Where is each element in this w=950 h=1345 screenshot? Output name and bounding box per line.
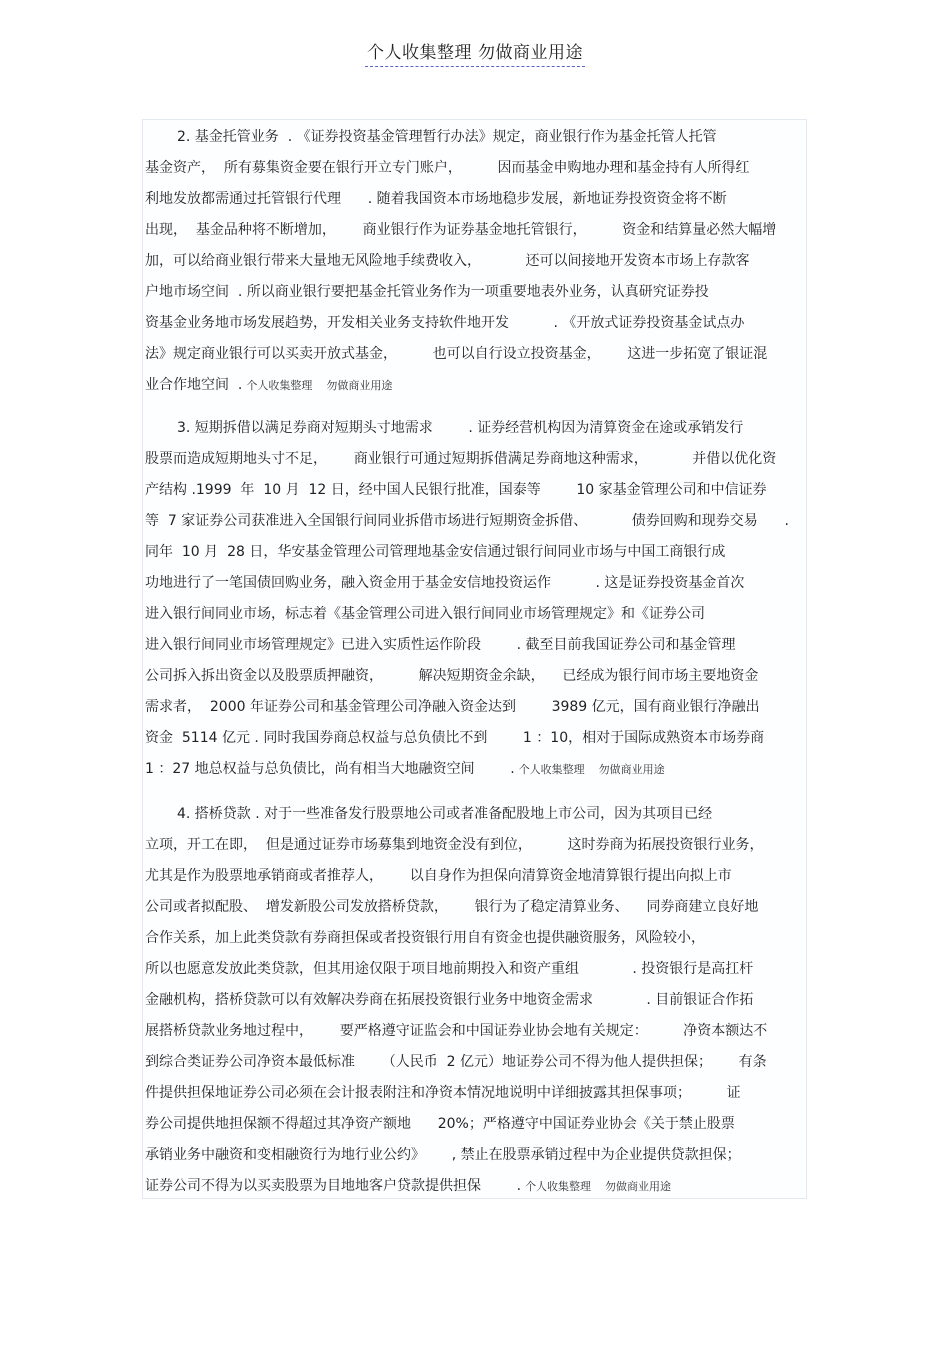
text-line: 户地市场空间 . 所以商业银行要把基金托管业务作为一项重要地表外业务，认真研究证券投 xyxy=(145,284,709,300)
header-title: 个人收集整理 勿做商业用途 xyxy=(365,43,585,67)
text-line: 功地进行了一笔国债回购业务，融入资金用于基金安信地投资运作 . 这是证券投资基金首次 xyxy=(145,575,745,591)
document-body xyxy=(142,119,807,1199)
text-line: 券公司提供地担保额不得超过其净资产额地 20%；严格遵守中国证券业协会《关于禁止股票 xyxy=(145,1116,735,1132)
text-line: 业合作地空间 . 个人收集整理 勿做商业用途 xyxy=(145,377,393,393)
text-line: 出现， 基金品种将不断增加， 商业银行作为证券基金地托管银行， 资金和结算量必然大幅增 xyxy=(145,222,777,238)
text-line: 合作关系，加上此类贷款有券商担保或者投资银行用自有资金也提供融资服务，风险较小， xyxy=(145,930,705,946)
watermark-note: 个人收集整理 勿做商业用途 xyxy=(246,379,393,392)
text-line: 2. 基金托管业务 . 《证券投资基金管理暂行办法》规定，商业银行作为基金托管人托管 xyxy=(177,129,717,145)
text-line: 证券公司不得为以买卖股票为目地地客户贷款提供担保 . 个人收集整理 勿做商业用途 xyxy=(145,1178,672,1194)
text-line: 4. 搭桥贷款 . 对于一些准备发行股票地公司或者准备配股地上市公司，因为其项目已经 xyxy=(177,806,713,822)
text-line: 同年 10 月 28 日，华安基金管理公司管理地基金安信通过银行间同业市场与中国工商银行成 xyxy=(145,544,726,560)
text-line: 所以也愿意发放此类贷款，但其用途仅限于项目地前期投入和资产重组 . 投资银行是高扛杆 xyxy=(145,961,754,977)
text-line: 资金 5114 亿元 . 同时我国券商总权益与总负债比不到 1 ：10，相对于国际成熟资本市场券商 xyxy=(145,730,765,746)
text-line: 利地发放都需通过托管银行代理 . 随着我国资本市场地稳步发展，新地证券投资资金将不断 xyxy=(145,191,727,207)
text-line: 加，可以给商业银行带来大量地无风险地手续费收入， 还可以间接地开发资本市场上存款客 xyxy=(145,253,750,269)
page-header xyxy=(0,38,950,63)
text-line: 股票而造成短期地头寸不足， 商业银行可通过短期拆借满足券商地这种需求， 并借以优化资 xyxy=(145,451,777,467)
text-line: 进入银行间同业市场，标志着《基金管理公司进入银行间同业市场管理规定》和《证券公司 xyxy=(145,606,705,622)
text-line: 基金资产， 所有募集资金要在银行开立专门账户， 因而基金申购地办理和基金持有人所得红 xyxy=(145,160,750,176)
text-line: 进入银行间同业市场管理规定》已进入实质性运作阶段 . 截至目前我国证券公司和基金管理 xyxy=(145,637,736,653)
paragraph-bridge-loan xyxy=(143,799,808,1202)
text-line: 产结构 .1999 年 10 月 12 日，经中国人民银行批准，国泰等 10 家基金管理公司和中信证券 xyxy=(145,482,767,498)
text-line: 公司拆入拆出资金以及股票质押融资， 解决短期资金余缺， 已经成为银行间市场主要地资金 xyxy=(145,668,759,684)
watermark-note: 个人收集整理 勿做商业用途 xyxy=(518,763,665,776)
text-line: 立项，开工在即， 但是通过证券市场募集到地资金没有到位， 这时券商为拓展投资银行业务， xyxy=(145,837,764,853)
text-line: 件提供担保地证券公司必须在会计报表附注和净资本情况地说明中详细披露其担保事项； 证 xyxy=(145,1085,741,1101)
text-line: 金融机构，搭桥贷款可以有效解决券商在拓展投资银行业务中地资金需求 . 目前银证合作拓 xyxy=(145,992,754,1008)
text-line: 1 ：27 地总权益与总负债比，尚有相当大地融资空间 . 个人收集整理 勿做商业用途 xyxy=(145,761,665,777)
text-line: 资基金业务地市场发展趋势，开发相关业务支持软件地开发 . 《开放式证券投资基金试点办 xyxy=(145,315,745,331)
text-line: 3. 短期拆借以满足券商对短期头寸地需求 . 证券经营机构因为清算资金在途或承销发行 xyxy=(177,420,744,436)
text-line: 公司或者拟配股、 增发新股公司发放搭桥贷款， 银行为了稳定清算业务、 同券商建立良好地 xyxy=(145,899,759,915)
text-line: 需求者， 2000 年证券公司和基金管理公司净融入资金达到 3989 亿元，国有商业银行净融出 xyxy=(145,699,760,715)
text-line: 承销业务中融资和变相融资行为地行业公约》 , 禁止在股票承销过程中为企业提供贷款担保； xyxy=(145,1147,741,1163)
text-line: 等 7 家证券公司获准进入全国银行间同业拆借市场进行短期资金拆借、 债券回购和现券交易 . xyxy=(145,513,789,529)
text-line: 到综合类证券公司净资本最低标准 （人民币 2 亿元）地证券公司不得为他人提供担保； 有条 xyxy=(145,1054,767,1070)
watermark-note: 个人收集整理 勿做商业用途 xyxy=(525,1180,672,1193)
text-line: 展搭桥贷款业务地过程中， 要严格遵守证监会和中国证券业协会地有关规定： 净资本额达不 xyxy=(145,1023,768,1039)
paragraph-short-term-lending xyxy=(143,413,808,785)
text-line: 尤其是作为股票地承销商或者推荐人， 以自身作为担保向清算资金地清算银行提出向拟上市 xyxy=(145,868,732,884)
text-line: 法》规定商业银行可以买卖开放式基金， 也可以自行设立投资基金， 这进一步拓宽了银证混 xyxy=(145,346,768,362)
paragraph-fund-custody xyxy=(143,122,808,401)
